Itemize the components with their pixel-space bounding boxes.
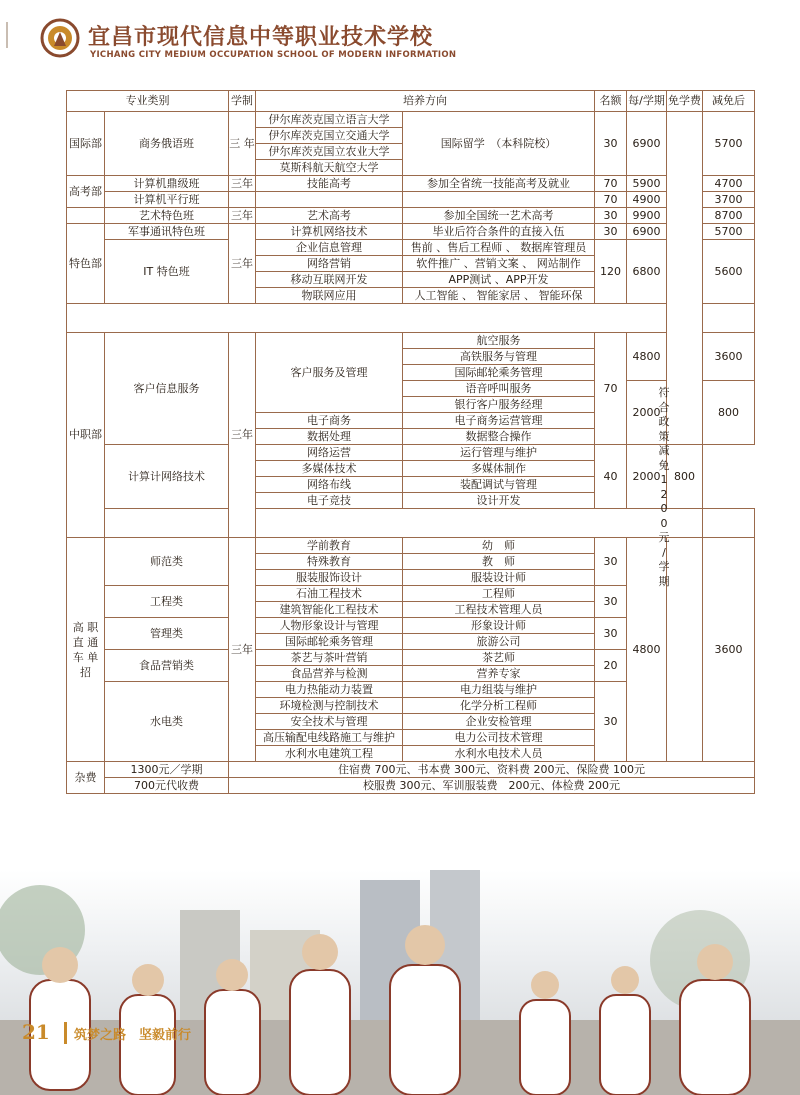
direction-cell: 茶艺师 [403, 650, 595, 666]
misc-amount: 1300元／学期 [105, 762, 229, 778]
quota-cell: 30 [595, 208, 627, 224]
track-cell: 计算机网络技术 [256, 224, 403, 240]
track-cell: 茶艺与茶叶营销 [256, 650, 403, 666]
policy-char: 政 [658, 415, 670, 428]
table-row [67, 208, 755, 224]
quota-cell: 30 [595, 224, 627, 240]
blank-row [703, 304, 755, 333]
reduced-cell: 800 [703, 381, 755, 445]
major-cell: 客户信息服务 [105, 333, 229, 445]
major-cell: 计算机平行班 [105, 192, 229, 208]
track-cell: 网络运营 [256, 445, 403, 461]
track-cell: 安全技术与管理 [256, 714, 403, 730]
direction-cell: 工程技术管理人员 [403, 602, 595, 618]
direction-cell: APP测试 、APP开发 [403, 272, 595, 288]
fee-cell: 4900 [627, 192, 667, 208]
track-cell: 技能高考 [256, 176, 403, 192]
direction-cell: 软件推广 、营销文案 、 网站制作 [403, 256, 595, 272]
track-cell: 学前教育 [256, 538, 403, 554]
direction-cell: 化学分析工程师 [403, 698, 595, 714]
major-cell: 食品营销类 [105, 650, 229, 682]
policy-char: 0 [660, 502, 668, 515]
track-cell: 伊尔库茨克国立交通大学 [256, 128, 403, 144]
direction-cell: 银行客户服务经理 [403, 397, 595, 413]
direction-cell: 售前 、售后工程师 、 数据库管理员 [403, 240, 595, 256]
fee-cell: 6900 [627, 112, 667, 176]
dept-gaokao-cont [67, 208, 105, 224]
blank-row [67, 304, 667, 333]
direction-cell: 营养专家 [403, 666, 595, 682]
policy-char: / [662, 545, 666, 559]
school-name-en: YICHANG CITY MEDIUM OCCUPATION SCHOOL OF MODERN INFORMATION [90, 50, 457, 60]
fee-cell: 2000 [627, 445, 667, 509]
direction-cell: 教 师 [403, 554, 595, 570]
major-cell: 水电类 [105, 682, 229, 762]
track-cell: 食品营养与检测 [256, 666, 403, 682]
track-cell: 多媒体技术 [256, 461, 403, 477]
misc-detail: 住宿费 700元、书本费 300元、资料费 200元、保险费 100元 [229, 762, 755, 778]
track-cell: 服装服饰设计 [256, 570, 403, 586]
direction-cell: 设计开发 [403, 493, 595, 509]
direction-cell: 人工智能 、 智能家居 、 智能环保 [403, 288, 595, 304]
quota-cell: 30 [595, 112, 627, 176]
policy-char: 策 [658, 429, 670, 443]
track-cell: 特殊教育 [256, 554, 403, 570]
quota-cell: 30 [595, 586, 627, 618]
quota-cell: 30 [595, 682, 627, 762]
direction-cell: 电子商务运营管理 [403, 413, 595, 429]
direction-cell: 毕业后符合条件的直接入伍 [403, 224, 595, 240]
table-header-row [67, 91, 755, 112]
policy-char: 减 [658, 444, 670, 457]
misc-detail: 校服费 300元、军训服装费 200元、体检费 200元 [229, 778, 755, 794]
track-cell [256, 192, 403, 208]
direction-cell: 语音呼叫服务 [403, 381, 595, 397]
direction-cell: 工程师 [403, 586, 595, 602]
table-row [67, 112, 755, 128]
direction-cell: 多媒体制作 [403, 461, 595, 477]
years-cell [229, 192, 256, 208]
free-cell-top [667, 112, 703, 429]
blank-row [105, 509, 703, 538]
track-cell: 物联网应用 [256, 288, 403, 304]
fee-table-container [66, 90, 745, 794]
track-cell: 伊尔库茨克国立农业大学 [256, 144, 403, 160]
track-cell: 人物形象设计与管理 [256, 618, 403, 634]
table-row [67, 333, 755, 349]
major-cell: 计算机鼎级班 [105, 176, 229, 192]
dept-gaozhi: 高 职 直 通 车 单 招 [67, 538, 105, 762]
fee-cell: 4800 [627, 538, 667, 762]
reduced-cell: 5700 [703, 112, 755, 176]
years-cell: 三年 [229, 538, 256, 762]
track-cell: 数据处理 [256, 429, 403, 445]
students-photo [0, 870, 800, 1095]
major-cell: IT 特色班 [105, 240, 229, 304]
page-header [0, 0, 800, 80]
quota-cell: 20 [595, 650, 627, 682]
track-cell: 客户服务及管理 [256, 333, 403, 413]
direction-cell: 服装设计师 [403, 570, 595, 586]
misc-label: 杂费 [67, 762, 105, 794]
policy-char: 符 [658, 386, 670, 399]
track-cell: 伊尔库茨克国立语言大学 [256, 112, 403, 128]
policy-char: 期 [658, 574, 670, 588]
direction-cell: 企业安检管理 [403, 714, 595, 730]
quota-cell: 70 [595, 192, 627, 208]
track-cell: 建筑智能化工程技术 [256, 602, 403, 618]
margin-mark [6, 22, 8, 48]
direction-cell: 电力组装与维护 [403, 682, 595, 698]
footer-divider [64, 1022, 67, 1044]
direction-cell: 旅游公司 [403, 634, 595, 650]
direction-cell: 国际邮轮乘务管理 [403, 365, 595, 381]
fee-cell: 2000 [627, 381, 667, 445]
header-dept: 专业类别 [67, 91, 229, 112]
school-name-cn: 宜昌市现代信息中等职业技术学校 [88, 24, 434, 50]
table-row [67, 778, 755, 794]
track-cell: 高压输配电线路施工与维护 [256, 730, 403, 746]
quota-cell: 30 [595, 618, 627, 650]
direction-cell: 电力公司技术管理 [403, 730, 595, 746]
reduced-cell: 800 [667, 445, 703, 509]
header-fee: 每/学期 [627, 91, 667, 112]
page-number: 21 [22, 1020, 50, 1044]
table-row [67, 224, 755, 240]
reduced-cell: 3600 [703, 333, 755, 381]
policy-char: 1 [660, 473, 668, 486]
direction-cell: 运行管理与维护 [403, 445, 595, 461]
direction-cell: 水利水电技术人员 [403, 746, 595, 762]
reduced-cell: 5600 [703, 240, 755, 304]
policy-char: 学 [658, 560, 670, 573]
quota-cell: 30 [595, 538, 627, 586]
track-cell: 石油工程技术 [256, 586, 403, 602]
major-cell: 师范类 [105, 538, 229, 586]
fee-cell: 6900 [627, 224, 667, 240]
misc-amount: 700元代收费 [105, 778, 229, 794]
reduced-cell: 3600 [703, 538, 755, 762]
major-cell: 计算计网络技术 [105, 445, 229, 509]
direction-cell: 数据整合操作 [403, 429, 595, 445]
track-cell: 艺术高考 [256, 208, 403, 224]
header-direction: 培养方向 [256, 91, 595, 112]
direction-cell: 幼 师 [403, 538, 595, 554]
dept-special: 特色部 [67, 224, 105, 304]
fee-cell: 5900 [627, 176, 667, 192]
table-row [67, 304, 755, 333]
track-cell: 电子商务 [256, 413, 403, 429]
policy-char: 2 [660, 487, 668, 501]
table-row [67, 240, 755, 256]
footer-slogan: 筑梦之路 坚毅前行 [74, 1028, 192, 1043]
dept-intl: 国际部 [67, 112, 105, 176]
reduced-cell: 8700 [703, 208, 755, 224]
years-cell: 三年 [229, 208, 256, 224]
major-cell: 军事通讯特色班 [105, 224, 229, 240]
reduced-cell: 3700 [703, 192, 755, 208]
header-years: 学制 [229, 91, 256, 112]
major-cell: 工程类 [105, 586, 229, 618]
track-cell: 莫斯科航天航空大学 [256, 160, 403, 176]
fee-cell: 4800 [627, 333, 667, 381]
years-cell: 三年 [229, 176, 256, 192]
major-cell: 艺术特色班 [105, 208, 229, 224]
policy-char: 0 [660, 516, 668, 530]
school-logo [40, 18, 80, 58]
track-cell: 电力热能动力装置 [256, 682, 403, 698]
table-row [67, 762, 755, 778]
dept-gaokao: 高考部 [67, 176, 105, 208]
direction-cell: 形象设计师 [403, 618, 595, 634]
blank-row [703, 509, 755, 538]
track-cell: 环境检测与控制技术 [256, 698, 403, 714]
track-cell: 水利水电建筑工程 [256, 746, 403, 762]
direction-cell: 高铁服务与管理 [403, 349, 595, 365]
track-cell: 网络营销 [256, 256, 403, 272]
quota-cell: 70 [595, 176, 627, 192]
quota-cell: 70 [595, 333, 627, 445]
years-cell: 三年 [229, 224, 256, 304]
reduced-cell: 5700 [703, 224, 755, 240]
track-cell: 电子竞技 [256, 493, 403, 509]
fee-cell: 9900 [627, 208, 667, 224]
track-cell: 国际邮轮乘务管理 [256, 634, 403, 650]
fee-cell: 6800 [627, 240, 667, 304]
dept-zhongzhi: 中职部 [67, 333, 105, 538]
years-cell: 三年 [229, 333, 256, 538]
direction-cell: 参加全国统一艺术高考 [403, 208, 595, 224]
direction-cell: 国际留学 （本科院校） [403, 112, 595, 176]
policy-vertical-text [646, 386, 682, 589]
major-cell: 商务俄语班 [105, 112, 229, 176]
track-cell: 移动互联网开发 [256, 272, 403, 288]
header-free: 免学费 [667, 91, 703, 112]
policy-char: 免 [658, 458, 670, 472]
major-cell: 管理类 [105, 618, 229, 650]
direction-cell: 参加全省统一技能高考及就业 [403, 176, 595, 192]
reduced-cell: 4700 [703, 176, 755, 192]
policy-char: 元 [658, 531, 670, 544]
direction-cell: 航空服务 [403, 333, 595, 349]
years-cell: 三 年 [229, 112, 256, 176]
policy-char: 合 [658, 400, 670, 414]
track-cell: 网络布线 [256, 477, 403, 493]
direction-cell: 装配调试与管理 [403, 477, 595, 493]
quota-cell: 40 [595, 445, 627, 509]
header-quota: 名额 [595, 91, 627, 112]
direction-cell [403, 192, 595, 208]
header-reduced: 减免后 [703, 91, 755, 112]
track-cell: 企业信息管理 [256, 240, 403, 256]
quota-cell: 120 [595, 240, 627, 304]
